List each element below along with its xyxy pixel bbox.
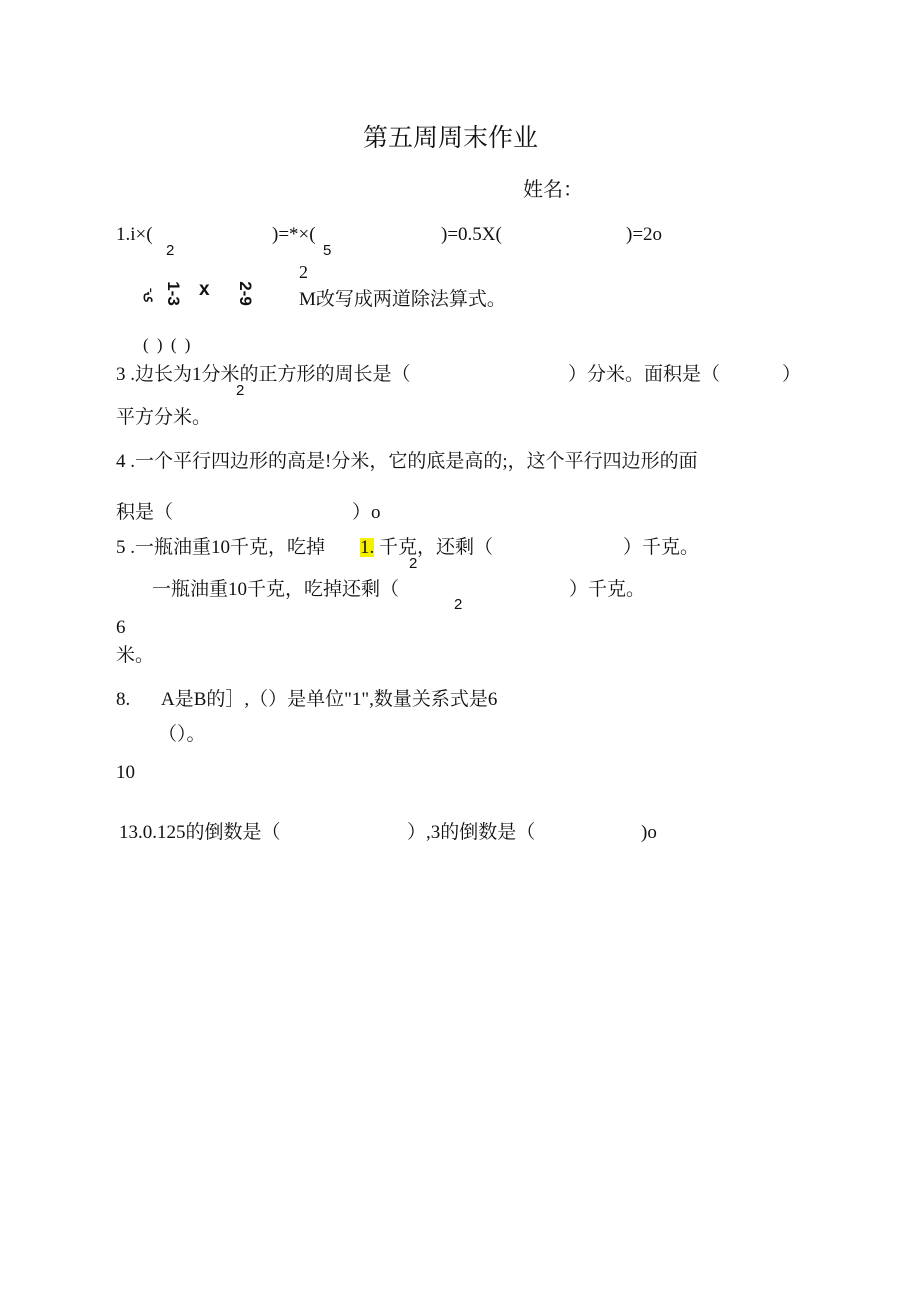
page-title: 第五周周末作业 <box>363 125 539 152</box>
q13-part-a: 13.0.125的倒数是（ <box>119 822 281 843</box>
q5-line1-c: ）千克。 <box>623 537 700 558</box>
q5-line1-b: 千克，还剩（ <box>379 537 494 558</box>
q2-fraction-a: 1-3 <box>163 281 183 306</box>
q13-part-c: )o <box>641 822 657 843</box>
q2-superscript: 2 <box>299 262 308 282</box>
q4-line1: 4 .一个平行四边形的高是!分米，它的底是高的;，这个平行四边形的面 <box>116 451 698 472</box>
q8-number: 8. <box>116 689 131 710</box>
q8-line2: （）。 <box>158 724 206 745</box>
q5-line2-subscript: 2 <box>454 596 463 613</box>
q8-text: A是B的］,（）是单位"1",数量关系式是6 <box>161 689 498 710</box>
q1-part-c: )=0.5X( <box>441 224 502 245</box>
q5-line1-subscript: 2 <box>409 555 418 572</box>
q1-part-d: )=2o <box>626 224 663 245</box>
q2-mark-a: -ۍ <box>142 287 160 303</box>
q6-number: 6 <box>116 617 126 638</box>
q2-text: M改写成两道除法算式。 <box>299 289 506 310</box>
q3-line1-b: ）分米。面积是（ <box>568 364 721 385</box>
q1-part-b: )=*×( <box>272 224 316 245</box>
name-label: 姓名： <box>523 179 583 201</box>
q1-subscript-b: 5 <box>323 242 332 259</box>
q3-line1-c: ） <box>782 364 802 385</box>
q5-line2-a: 一瓶油重10千克，吃掉还剩（ <box>152 579 400 600</box>
q2-times-sign: x <box>199 279 210 300</box>
q5-line1-a: 5 .一瓶油重10千克，吃掉 <box>116 537 326 558</box>
q3-line2: 平方分米。 <box>116 407 212 428</box>
q5-highlight: 1. <box>360 537 375 558</box>
q2-fraction-b: 2-9 <box>235 281 255 306</box>
q1-subscript-a: 2 <box>166 242 175 259</box>
q13-part-b: ）,3的倒数是（ <box>407 822 536 843</box>
q6-text: 米。 <box>116 645 155 666</box>
q4-line2-b: ）o <box>352 502 381 523</box>
q1-part-a: 1.i×( <box>116 224 153 245</box>
q2-blanks: ( ) ( ) <box>143 335 193 354</box>
q4-line2-a: 积是（ <box>116 502 174 523</box>
q5-line2-b: ）千克。 <box>569 579 646 600</box>
q3-line1-a: 3 .边长为1分米的正方形的周长是（ <box>116 364 411 385</box>
q3-subscript: 2 <box>236 382 245 399</box>
q10-number: 10 <box>116 762 135 783</box>
